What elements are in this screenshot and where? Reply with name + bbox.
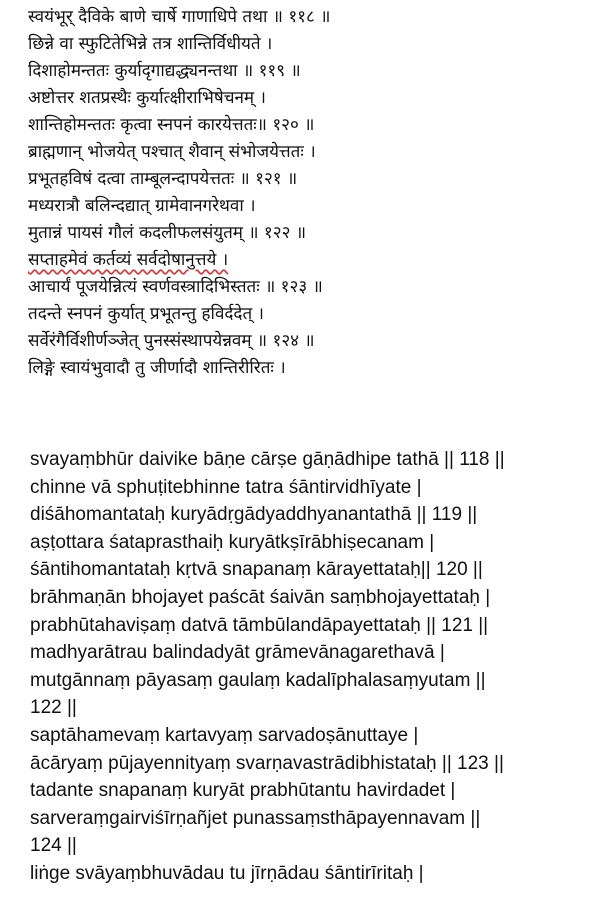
transliteration-line: śāntihomantataḥ kṛtvā snapanaṃ kārayettataḥ|| 120 || xyxy=(30,559,483,581)
transliteration-line: diśāhomantataḥ kuryādṛgādyaddhyanantathā || 119 || xyxy=(30,504,478,526)
transliteration-line: chinne vā sphuṭitebhinne tatra śāntirvidhīyate | xyxy=(30,476,422,498)
devanagari-line: लिङ्गे स्वायंभुवादौ तु जीर्णादौ शान्तिरीरितः । xyxy=(28,358,286,378)
devanagari-line: शान्तिहोमन्ततः कृत्वा स्नपनं कारयेत्ततः॥ १२० ॥ xyxy=(28,115,315,135)
transliteration-line: brāhmaṇān bhojayet paścāt śaivān saṃbhojayettataḥ | xyxy=(30,586,491,608)
devanagari-line: आचार्यं पूजयेन्नित्यं स्वर्णवस्त्रादिभिस्ततः ॥ १२३ ॥ xyxy=(28,277,323,297)
transliteration-line: svayaṃbhūr daivike bāṇe cārṣe gāṇādhipe tathā || 118 || xyxy=(30,449,505,470)
devanagari-line: स्वयंभूर् दैविके बाणे चार्षे गाणाधिपे तथा ॥ ११८ ॥ xyxy=(28,7,331,27)
devanagari-line: ब्राह्मणान् भोजयेत् पश्चात् शैवान् संभोजयेत्ततः । xyxy=(28,142,316,162)
transliteration-line: madhyarātrau balindadyāt grāmevānagarethavā | xyxy=(30,642,445,664)
transliteration-line: tadante snapanaṃ kuryāt prabhūtantu havirdadet | xyxy=(30,780,456,802)
devanagari-text-block xyxy=(28,4,588,382)
transliteration-line: aṣṭottara śataprasthaiḥ kuryātkṣīrābhiṣecanam | xyxy=(30,531,435,553)
devanagari-line: प्रभूतहविषं दत्वा ताम्बूलन्दापयेत्ततः ॥ १२१ ॥ xyxy=(28,169,298,189)
transliteration-line: 124 || xyxy=(30,835,77,857)
spellcheck-underlined-text: सप्ताहमेवं कर्तव्यं सर्वदोषानुत्तये । xyxy=(28,250,229,270)
transliteration-line: sarveraṃgairviśīrṇañjet punassaṃsthāpayennavam || xyxy=(30,807,481,829)
transliteration-line: 122 || xyxy=(30,697,77,719)
devanagari-line: दिशाहोमन्ततः कुर्यादृगाद्यद्ध्यनन्तथा ॥ ११९ ॥ xyxy=(28,61,301,81)
devanagari-line-spellcheck xyxy=(28,247,588,274)
transliteration-line: ācāryaṃ pūjayennityaṃ svarṇavastrādibhistataḥ || 123 || xyxy=(30,752,504,774)
devanagari-line: मुतान्नं पायसं गौलं कदलीफलसंयुतम् ॥ १२२ ॥ xyxy=(28,223,307,243)
transliteration-line: liṅge svāyaṃbhuvādau tu jīrṇādau śāntirīritaḥ | xyxy=(30,862,424,884)
transliteration-line: saptāhamevaṃ kartavyaṃ sarvadoṣānuttaye | xyxy=(30,724,419,746)
transliteration-line: mutgānnaṃ pāyasaṃ gaulaṃ kadalīphalasaṃyutam || xyxy=(30,669,486,691)
devanagari-line: मध्यरात्रौ बलिन्दद्यात् ग्रामेवानगरेथवा । xyxy=(28,196,256,216)
devanagari-line: अष्टोत्तर शतप्रस्थैः कुर्यात्क्षीराभिषेचनम् । xyxy=(28,88,266,108)
transliteration-line: prabhūtahaviṣaṃ datvā tāmbūlandāpayettataḥ || 121 || xyxy=(30,614,489,636)
devanagari-line: तदन्ते स्नपनं कुर्यात् प्रभूतन्तु हविर्ददेत् । xyxy=(28,304,264,324)
devanagari-line: छिन्ने वा स्फुटितेभिन्ने तत्र शान्तिर्विधीयते । xyxy=(28,34,273,54)
transliteration-text-block xyxy=(30,446,590,888)
devanagari-line: सर्वेरंगैर्विशीर्णञ्जेत् पुनस्संस्थापयेन्नवम् ॥ १२४ ॥ xyxy=(28,331,315,351)
